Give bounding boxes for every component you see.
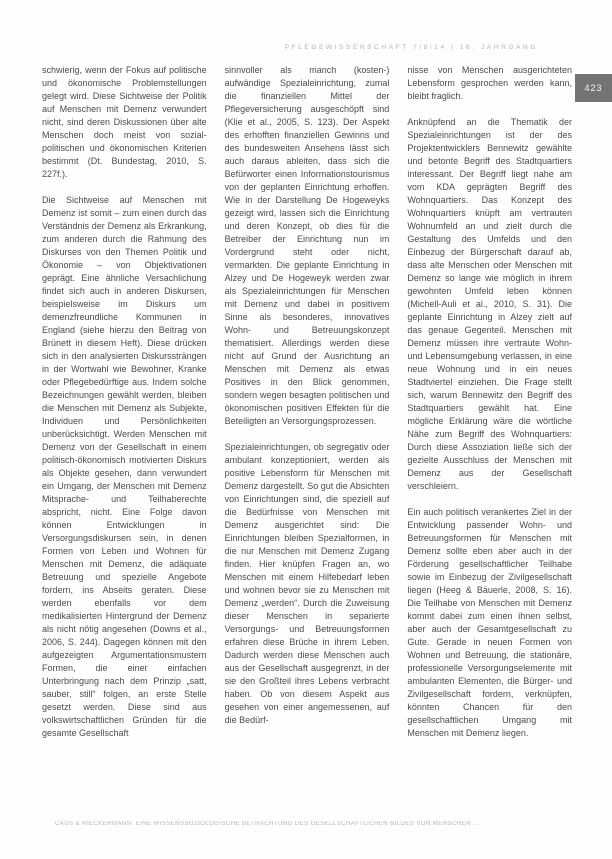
paragraph: Ein auch politisch verankertes Ziel in der Entwicklung passender Wohn- und Betreuungsformen für Menschen mit Demenz sollte eben aber auch in der Förderung gesellschaftlicher Teilhabe sowie im Einbezug der Zivilgesellschaft liegen (Heeg & Bäuerle, 2008, S. 16). Die Teilhabe von Menschen mit Demenz kommt dabei zum einen ihnen selbst, aber auch der Gesamtgesellschaft zu Gute. Gerade in neuen Formen von Wohnen und Betreuung, die stationäre, professionelle Versorgungselemente mit ambulanten Elementen, die Bürger- und Zivilgesellschaft fordern, verknüpfen, könnten Chancen für den gesellschaftlichen Umgang mit Menschen mit Demenz liegen. (407, 507, 572, 738)
column-2 (225, 64, 390, 740)
paragraph: Spezialeinrichtungen, ob segregativ oder ambulant konzeptioniert, werden als positive Lebensform für Menschen mit Demenz dargestellt. So gut die Absichten von Einrichtungen sind, die speziell auf die Bedürfnisse von Menschen mit Demenz ausgerichtet sind: Die Einrichtungen bleiben Spezialformen, in die nur Menschen mit Demenz Zugang finden. Hier knüpfen Fragen an, wo Menschen mit einem Hilfebedarf leben und wohnen bevor sie zu Menschen mit Demenz „werden“. Durch die Zuweisung dieser Menschen in separierte Versorgungs- und Betreuungsformen erfahren diese Brüche in ihrem Leben. Dadurch werden diese Menschen auch aus der Gesellschaft ausgegrenzt, in der sie den Großteil ihres Lebens verbracht haben. Ob von diesem Aspekt aus gesehen von einer angemessenen, auf die Bedürf- (224, 442, 390, 725)
paragraph: sinnvoller als manch (kosten-) aufwändige Spezialeinrichtung, zumal die finanziellen Mittel der Pflegeversicherung ausgeschöpft sind (Klie et al., 2005, S. 123). Der Aspekt des erhofften finanziellen Gewinns und des bundesweiten Ansehens lässt sich auch daraus ableiten, dass sich die Befürworter einen Informationstourismus von der geplanten Einrichtung erhoffen. Wie in der Darstellung De Hogeweyks gezeigt wird, lassen sich die Einrichtung und deren Konzept, ob dies für die Betreiber der Einrichtung nun im Vordergrund steht oder nicht, vermarkten. Die geplante Einrichtung in Alzey und De Hogeweyk werden zwar als Spezialeinrichtungen für Menschen mit Demenz und dabei in positivem Sinne als besonderes, innovatives Wohn- und Betreuungskonzept thematisiert. Allerdings werden diese nicht auf Grund der Ausrichtung an Menschen mit Demenz als etwas Positives in den Blick genommen, sondern wegen besagten politischen und ökonomischen positiven Effekten für die Beteiligten an Versorgungsprozessen. (224, 65, 390, 426)
article-columns (42, 64, 572, 740)
paragraph: Die Sichtweise auf Menschen mit Demenz ist somit – zum einen durch das Verständnis der Demenz als Erkrankung, zum anderen durch die Rahmung des Diskurses von den Themen Politik und Ökonomie – von Objektivationen geprägt. Eine ähnliche Versachlichung findet sich auch in anderen Diskursen, beispielsweise im Diskurs um demenzfreundliche Kommunen in England (siehe hierzu den Beitrag von Brünett in diesem Heft). Diese drücken sich in den analysierten Diskurssträngen in der Wortwahl wie Bewohner, Kranke oder Pflegebedürftige aus. Indem solche Bezeichnungen gewählt werden, bleiben die Menschen mit Demenz als Subjekte, Individuen und Persönlichkeiten unberücksichtigt. Werden Menschen mit Demenz von der Gesellschaft in einem politisch-ökonomisch motivierten Diskurs als Objekte gesehen, dann verwundert ein Umgang, der Menschen mit Demenz Mitsprache- und Teilhaberechte abspricht, nicht. Eine Folge davon können Entwicklungen in Versorgungsdiskursen sein, in denen Formen von Leben und Wohnen für Menschen mit Demenz, die adäquate Betreuung und spezielle Angebote fordern, ins Abseits geraten. Diese werden ebenfalls vor dem medikalisierten Hintergrund der Demenz als nicht nötig angesehen (Downs et al., 2006, S. 244). Dagegen können mit den aufgezeigten Argumentationsmustern Formen, die einer einfachen Unterbringung nach dem Prinzip „satt, sauber, still“ folgen, an erste Stelle gesetzt werden. Diese sind aus volkswirtschaftlichen Gründen für die gesamte Gesellschaft (42, 195, 207, 738)
column-1 (42, 64, 207, 740)
paragraph: nisse von Menschen ausgerichteten Lebensform gesprochen werden kann, bleibt fraglich. (407, 65, 572, 101)
page-number-badge: 423 (575, 74, 612, 102)
paragraph: schwierig, wenn der Fokus auf politische und ökonomische Problemstellungen gelegt wird. Diese Sichtweise der Politik auf Menschen mit Demenz verwundert nicht, sind deren Diskussionen über alte Menschen doch meist von sozial-politischen und ökonomischen Kriterien bestimmt (Dt. Bundestag, 2010, S. 227f.). (42, 65, 207, 179)
running-footer: CAUS & RIECKERMANN: EINE WISSENSSOZIOLOGISCHE BETRACHTUNG DES GESELLSCHAFTLICHEN BILDES VON MENSCHEN ... (55, 821, 480, 827)
paragraph: Anknüpfend an die Thematik der Spezialeinrichtungen ist der des Projektentwicklers Bennewitz gewählte und betonte Begriff des Stadtquartiers interessant. Der Begriff liegt nahe am vom KDA geprägten Begriff des Wohnquartiers. Das Konzept des Wohnquartiers knüpft am vertrauten Wohnumfeld an und zielt durch die Gestaltung des Umfelds und den Einbezug der Bürgerschaft darauf ab, dass alte Menschen oder Menschen mit Demenz so lange wie möglich in ihrem gewohnten Umfeld leben können (Michell-Auli et al., 2010, S. 31). Die geplante Einrichtung in Alzey zielt auf das genaue Gegenteil. Menschen mit Demenz müssen ihre vertraute Wohn- und Lebensumgebung verlassen, in eine neue Wohnung und in ein neues Stadtviertel einziehen. Die Frage stellt sich, warum Bennewitz den Begriff des Stadtquartiers gewählt hat. Eine mögliche Erklärung wäre die wörtliche Nähe zum Begriff des Wohnquartiers: Durch diese Assoziation ließe sich der gezielte Ausschluss der Menschen mit Demenz aus der Gesellschaft verschleiern. (407, 117, 572, 491)
column-3 (407, 64, 572, 740)
journal-masthead: PFLEGEWISSENSCHAFT 7/8/14 | 16. JAHRGANG (284, 44, 538, 51)
